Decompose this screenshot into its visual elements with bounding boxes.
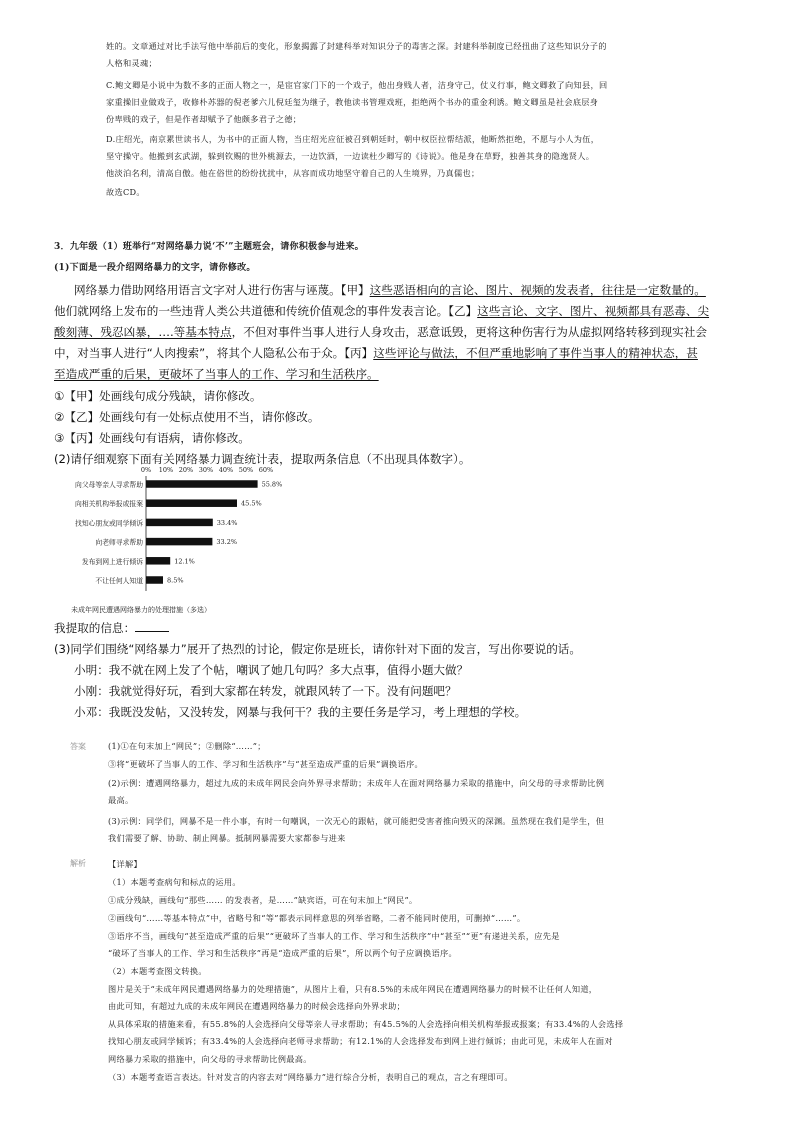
category-label-3: 向老师寻求帮助 [95, 538, 143, 547]
analysis-line-1: 【详解】 [108, 859, 142, 869]
analysis-line-5: ③语序不当，画线句“甚至造成严重的后果”“更破坏了当事人的工作、学习和生活秩序”中“甚至”“更”有递进关系，应先是 [108, 931, 560, 941]
value-label-3: 33.2% [216, 538, 238, 547]
part3-title: (3)同学们围绕“网络暴力”展开了热烈的讨论，假定你是班长，请你针对下面的发言，写出你要说的话。 [54, 642, 581, 656]
analysis-line-11: 找知心朋友或同学倾诉；有33.4%的人会选择向老师寻求帮助；有12.1%的人会选择发布到网上进行倾诉；由此可见，未成年人在面对 [108, 1036, 613, 1046]
category-label-4: 发布到网上进行倾诉 [81, 557, 143, 566]
x-tick-0: 0% [140, 466, 152, 474]
extract-line [54, 618, 169, 639]
x-tick-5: 50% [238, 466, 254, 474]
top-line-4: 家重操旧业做戏子，收修朴苏器的倪老爹六儿倪廷玺为继子，教他读书管理戏班，拒绝两个书办的重金利诱。鲍文卿虽是社会底层身 [106, 97, 599, 107]
bar-chart [54, 464, 354, 624]
bar-0 [146, 480, 258, 488]
x-tick-6: 60% [258, 466, 274, 474]
value-label-1: 45.5% [241, 499, 262, 508]
answer-line-5: (3)示例：同学们，网暴不是一件小事，有时一句嘲讽，一次无心的跟帖，就可能把受害者推向毁灭的深渊。虽然现在我们是学生，但 [108, 816, 605, 826]
value-label-0: 55.8% [261, 480, 283, 489]
passage-line2-a: 他们就网络上发布的一些违背人类公共道德和传统价值观念的事件发表言论。【乙】 [54, 304, 478, 318]
underline-jia-1: 这些恶语相向的言论、图片、视频的发表者，往往是一定数量的。 [369, 283, 706, 297]
analysis-line-10: 从具体采取的措施来看，有55.8%的人会选择向父母等亲人寻求帮助；有45.5%的人会选择向相关机构举报或报案；有33.4%的人会选择 [108, 1019, 624, 1029]
answer-line-1: (1)①在句末加上“网民”；②删除“……”； [108, 741, 266, 751]
part2-title: (2)请仔细观察下面有关网络暴力调查统计表，提取两条信息（不出现具体数字）。 [54, 452, 471, 466]
top-line-9: 故选CD。 [106, 187, 145, 197]
x-tick-2: 20% [178, 466, 194, 474]
bar-5 [146, 576, 163, 584]
sub-question-3: ③【丙】处画线句有语病，请你修改。 [54, 431, 250, 445]
bar-2 [146, 519, 213, 527]
category-label-2: 找知心朋友或同学倾诉 [75, 519, 143, 528]
dialog-xiaodeng: 小邓：我既没发帖，又没转发，网暴与我何干？我的主要任务是学习，考上理想的学校。 [74, 705, 527, 719]
category-label-1: 向相关机构举报或报案 [75, 500, 143, 509]
part1-title: (1)下面是一段介绍网络暴力的文字，请你修改。 [54, 263, 256, 273]
x-tick-1: 10% [158, 466, 174, 474]
passage-line3-b: ，不但对事件当事人进行人身攻击，恶意诋毁，更将这种伤害行为从虚拟网络转移到现实社会 [231, 325, 707, 339]
answer-line-4: 最高。 [108, 795, 134, 805]
sub-question-1: ①【甲】处画线句成分残缺，请你修改。 [54, 389, 262, 403]
top-line-5: 份卑贱的戏子，但是作者却赋予了他颇多君子之德； [106, 114, 302, 124]
value-label-4: 12.1% [174, 557, 195, 566]
extract-label: 我提取的信息： [54, 621, 136, 635]
bar-1 [146, 499, 237, 507]
underline-bing-2: 至造成严重的后果，更破坏了当事人的工作、学习和生活秩序。 [54, 367, 379, 381]
analysis-label: 解析 [70, 859, 86, 868]
analysis-line-12: 网络暴力采取的措施中，向父母的寻求帮助比例最高。 [108, 1054, 312, 1064]
bar-4 [146, 557, 170, 565]
top-line-2: 人格和灵魂； [106, 58, 157, 68]
bars [146, 480, 258, 584]
analysis-line-3: ①成分残缺，画线句“那些…… 的发表者，是……”缺宾语，可在句末加上“网民”。 [108, 895, 418, 905]
bar-3 [146, 538, 212, 546]
analysis-line-4: ②画线句“……等基本特点”中，省略号和“等”都表示同样意思的列举省略，二者不能同时使用，可删掉“……”。 [108, 913, 526, 923]
category-labels [75, 480, 143, 585]
underline-bing-1: 这些评论与做法，不但严重地影响了事件当事人的精神状态，甚 [373, 346, 698, 360]
value-label-2: 33.4% [216, 518, 238, 527]
underline-yi-1: 这些言论、文字、图片、视频都具有恶毒、尖 [477, 304, 710, 318]
top-line-6: D.庄绍光，南京累世读书人，为书中的正面人物，当庄绍光应征被召到朝廷时，朝中权臣拉帮结派，他断然拒绝，不愿与小人为伍， [106, 134, 600, 144]
chart-caption: 未成年网民遭遇网络暴力的处理措施（多选） [71, 606, 211, 614]
passage-line4-a: 中，对当事人进行“人肉搜索”，将其个人隐私公布于众。【丙】 [54, 346, 374, 360]
analysis-line-2: （1）本题考查病句和标点的运用。 [108, 877, 241, 887]
question-title: 3．九年级（1）班举行“对网络暴力说‘不’”主题班会，请你积极参与进来。 [54, 242, 364, 252]
value-labels [167, 481, 282, 585]
x-tick-labels [141, 466, 273, 474]
top-line-3: C.鲍文卿是小说中为数不多的正面人物之一，是宦官家门下的一个戏子，他出身贱人者，洁身守己，仗义行事，鲍文卿救了向知县，回 [106, 80, 608, 90]
answer-line-3: (2)示例：遭遇网络暴力，超过九成的未成年网民会向外界寻求帮助；未成年人在面对网络暴力采取的措施中，向父母的寻求帮助比例 [108, 778, 605, 788]
top-line-8: 他淡泊名利，清高自傲。他在俗世的纷纷扰扰中，从容而成功地坚守着自己的人生境界，乃真儒也； [106, 168, 480, 178]
dialog-xiaoming: 小明：我不就在网上发了个帖，嘲讽了她几句吗？多大点事，值得小题大做？ [74, 663, 469, 677]
analysis-line-9: 由此可知，有超过九成的未成年网民在遭遇网络暴力的时候会选择向外界求助； [108, 1001, 406, 1011]
category-label-0: 向父母等亲人寻求帮助 [75, 481, 143, 489]
category-label-5: 不让任何人知道 [95, 577, 143, 585]
dialog-xiaogang: 小刚：我就觉得好玩，看到大家都在转发，就跟风转了一下。没有问题吧？ [74, 684, 457, 698]
analysis-line-7: （2）本题考查图文转换。 [108, 966, 207, 976]
analysis-line-8: 图片是关于“未成年网民遭遇网络暴力的处理措施”，从图片上看，只有8.5%的未成年网民在遭遇网络暴力的时候不让任何人知道， [108, 984, 598, 994]
answer-label: 答案 [70, 742, 86, 751]
sub-question-2: ②【乙】处画线句有一处标点使用不当，请你修改。 [54, 410, 320, 424]
top-line-7: 坚守操守。他搬到玄武湖，躲到钦赐的世外桃源去，一边饮酒，一边读杜少卿写的《诗说》。他是身在草野，独善其身的隐逸贤人。 [106, 151, 595, 161]
extract-blank[interactable] [135, 621, 169, 632]
passage-line1-a: 网络暴力借助网络用语言文字对人进行伤害与诬蔑。【甲】 [74, 283, 370, 297]
underline-yi-2: 酸刻薄、残忍凶暴，….等基本特点 [54, 325, 232, 339]
answer-line-6: 我们需要了解、协助、制止网暴。抵制网暴需要大家都参与进来 [108, 833, 346, 843]
value-label-5: 8.5% [167, 576, 184, 585]
analysis-line-6: “破坏了当事人的工作、学习和生活秩序”再是“造成严重的后果”，所以两个句子应调换语序。 [108, 948, 457, 958]
analysis-line-13: （3）本题考查语言表达。针对发言的内容去对“网络暴力”进行综合分析，表明自己的观点，言之有理即可。 [108, 1072, 513, 1082]
answer-line-2: ③将“更破坏了当事人的工作、学习和生活秩序”与“甚至造成严重的后果”调换语序。 [108, 759, 424, 769]
top-line-1: 姓的。文章通过对比手法写他中举前后的变化，形象揭露了封建科举对知识分子的毒害之深。封建科举制度已经扭曲了这些知识分子的 [106, 41, 607, 51]
x-tick-3: 30% [198, 466, 214, 474]
x-tick-4: 40% [218, 466, 234, 474]
